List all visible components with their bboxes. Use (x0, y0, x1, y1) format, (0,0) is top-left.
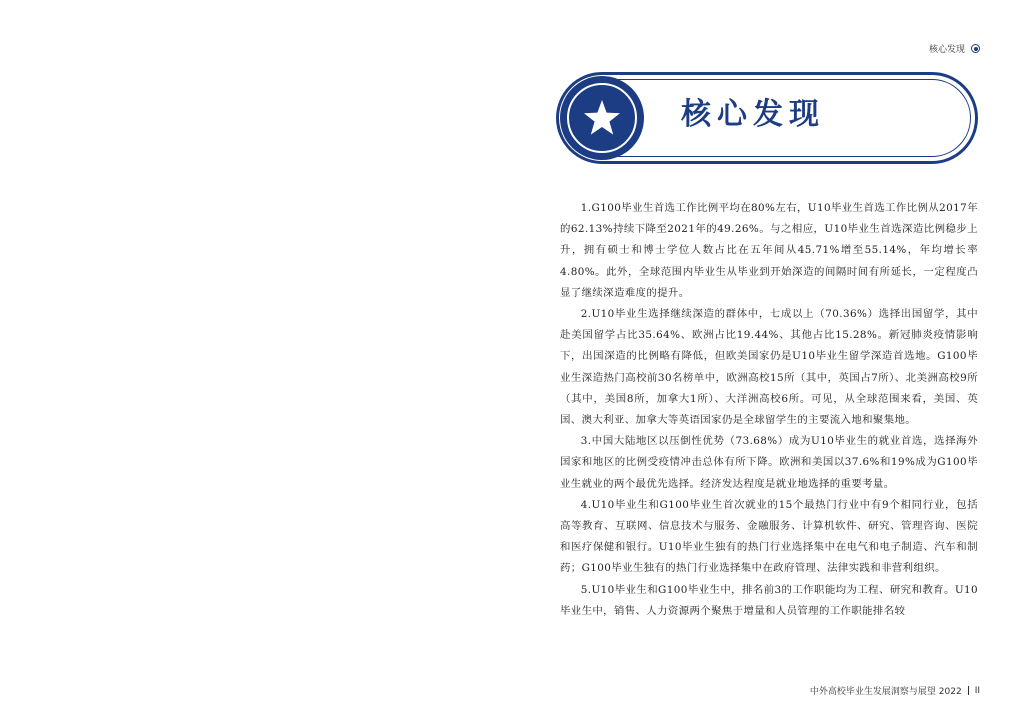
page-number: II (974, 685, 980, 696)
page-footer (810, 684, 980, 697)
publication-title: 中外高校毕业生发展洞察与展望 2022 (809, 687, 962, 697)
bullet-circle-icon (971, 44, 980, 53)
footer-divider (968, 686, 969, 695)
star-icon (582, 98, 622, 138)
star-ring (567, 83, 637, 153)
running-header (929, 42, 980, 55)
body-text (560, 198, 978, 622)
finding-paragraph-3: 3.中国大陆地区以压倒性优势（73.68%）成为U10毕业生的就业首选，选择海外国家和地区的比例受疫情冲击总体有所下降。欧洲和美国以37.6%和19%成为G100毕业生就业的两个最优先选择。经济发达程度是就业地选择的重要考量。 (560, 435, 978, 490)
section-title-banner (556, 72, 978, 164)
finding-paragraph-5: 5.U10毕业生和G100毕业生中，排名前3的工作职能均为工程、研究和教育。U10毕业生中，销售、人力资源两个聚焦于增量和人员管理的工作职能排名较 (560, 583, 978, 617)
finding-paragraph-2: 2.U10毕业生选择继续深造的群体中，七成以上（70.36%）选择出国留学，其中赴美国留学占比35.64%、欧洲占比19.44%、其他占比15.28%。新冠肺炎疫情影响下，出国深造的比例略有降低，但欧美国家仍是U10毕业生留学深造首选地。G100毕业生深造热门高校前30名榜单中，欧洲高校15所（其中，英国占7所）、北美洲高校9所（其中，美国8所，加拿大1所）、大洋洲高校6所。可见，从全球范围来看，美国、英国、澳大利亚、加拿大等英语国家仍是全球留学生的主要流入地和聚集地。 (560, 308, 978, 427)
section-title: 核心发现 (681, 97, 825, 132)
finding-paragraph-4: 4.U10毕业生和G100毕业生首次就业的15个最热门行业中有9个相同行业，包括高等教育、互联网、信息技术与服务、金融服务、计算机软件、研究、管理咨询、医院和医疗保健和银行。U10毕业生独有的热门行业选择集中在电气和电子制造、汽车和制药；G100毕业生独有的热门行业选择集中在政府管理、法律实践和非营利组织。 (560, 498, 978, 575)
running-header-label: 核心发现 (928, 45, 965, 55)
finding-paragraph-1: 1.G100毕业生首选工作比例平均在80%左右，U10毕业生首选工作比例从2017年的62.13%持续下降至2021年的49.26%。与之相应，U10毕业生首选深造比例稳步上升，拥有硕士和博士学位人数占比在五年间从45.71%增至55.14%，年均增长率4.80%。此外，全球范围内毕业生从毕业到开始深造的间隔时间有所延长，一定程度凸显了继续深造难度的提升。 (560, 202, 978, 299)
star-badge (560, 76, 644, 160)
